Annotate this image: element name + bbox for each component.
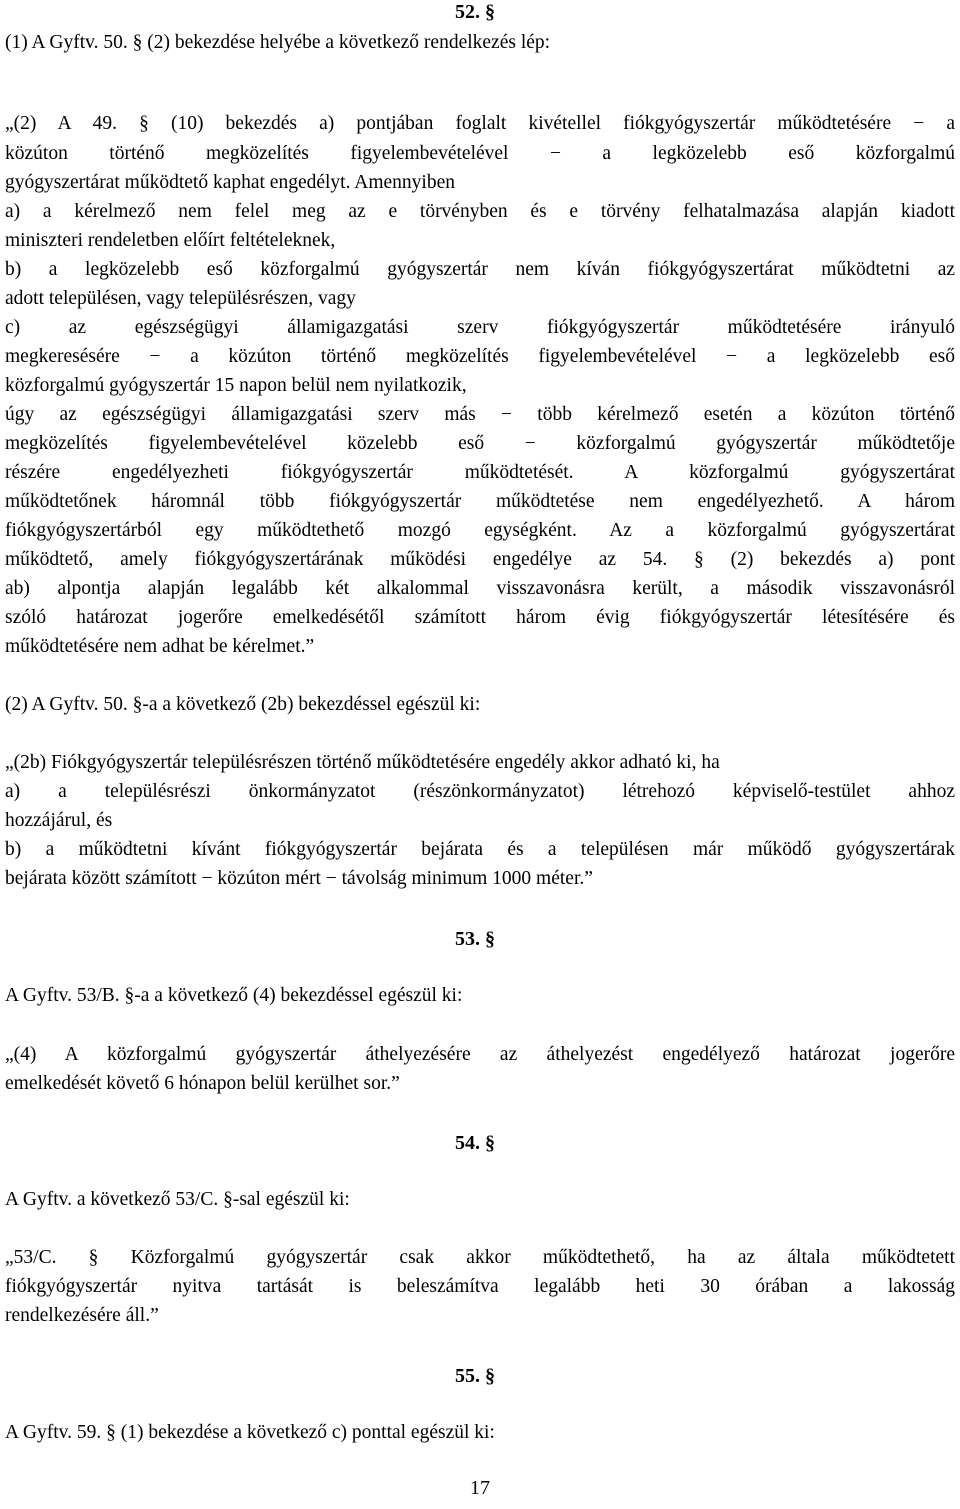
text-line: működtetésére nem adhat be kérelmet.” (5, 636, 315, 657)
text-line: c) az egészségügyi államigazgatási szerv fiókgyógyszertár működtetésére irányuló (5, 317, 955, 338)
section-heading-53: 53. § (455, 928, 495, 950)
text-line: bejárata között számított − közúton mért − távolság minimum 1000 méter.” (5, 868, 593, 889)
page-number: 17 (470, 1477, 490, 1499)
text-line: gyógyszertárat működtető kaphat engedélyt. Amennyiben (5, 172, 455, 193)
text-line: adott településen, vagy településrészen, vagy (5, 288, 356, 309)
text-line: emelkedését követő 6 hónapon belül kerülhet sor.” (5, 1073, 400, 1094)
text-line: részére engedélyezheti fiókgyógyszertár működtetését. A közforgalmú gyógyszertárat (5, 462, 955, 483)
section-heading-55: 55. § (455, 1365, 495, 1387)
text-line: szóló határozat jogerőre emelkedésétől számított három évig fiókgyógyszertár létesítésére és (5, 607, 955, 628)
text-line: rendelkezésére áll.” (5, 1305, 159, 1326)
text-line: a) a településrészi önkormányzatot (részönkormányzatot) létrehozó képviselő-testület ahhoz (5, 781, 955, 802)
text-line: ab) alpontja alapján legalább két alkalommal visszavonásra került, a második visszavonásról (5, 578, 955, 599)
section-heading-52: 52. § (455, 1, 495, 23)
text-line: „(2b) Fiókgyógyszertár településrészen történő működtetésére engedély akkor adható ki, ha (5, 752, 720, 773)
text-line: hozzájárul, és (5, 810, 113, 831)
text-line: fiókgyógyszertár nyitva tartását is beleszámítva legalább heti 30 órában a lakosság (5, 1276, 955, 1297)
text-line: fiókgyógyszertárból egy működtethető mozgó egységként. Az a közforgalmú gyógyszertárat (5, 520, 955, 541)
text-line: „(2) A 49. § (10) bekezdés a) pontjában foglalt kivétellel fiókgyógyszertár működtetésére − a (5, 113, 955, 134)
text-line: közúton történő megközelítés figyelembevételével − a legközelebb eső közforgalmú (5, 143, 955, 164)
text-line: megkeresésére − a közúton történő megközelítés figyelembevételével − a legközelebb eső (5, 346, 955, 367)
text-line: (2) A Gyftv. 50. §-a a következő (2b) bekezdéssel egészül ki: (5, 694, 481, 715)
text-line: A Gyftv. 53/B. §-a a következő (4) bekezdéssel egészül ki: (5, 985, 463, 1006)
text-line: megközelítés figyelembevételével közelebb eső − közforgalmú gyógyszertár működtetője (5, 433, 955, 454)
text-line: (1) A Gyftv. 50. § (2) bekezdése helyébe a következő rendelkezés lép: (5, 32, 551, 53)
text-line: „(4) A közforgalmú gyógyszertár áthelyezésére az áthelyezést engedélyező határozat jogerőre (5, 1044, 955, 1065)
text-line: A Gyftv. a következő 53/C. §-sal egészül ki: (5, 1189, 350, 1210)
text-line: működtető, amely fiókgyógyszertárának működési engedélye az 54. § (2) bekezdés a) pont (5, 549, 955, 570)
text-line: a) a kérelmező nem felel meg az e törvényben és e törvény felhatalmazása alapján kiadott (5, 201, 955, 222)
text-line: miniszteri rendeletben előírt feltételeknek, (5, 230, 336, 251)
text-line: b) a működtetni kívánt fiókgyógyszertár bejárata és a településen már működő gyógyszertárak (5, 839, 955, 860)
section-heading-54: 54. § (455, 1132, 495, 1154)
text-line: közforgalmú gyógyszertár 15 napon belül nem nyilatkozik, (5, 375, 467, 396)
text-line: „53/C. § Közforgalmú gyógyszertár csak akkor működtethető, ha az általa működtetett (5, 1247, 955, 1268)
text-line: A Gyftv. 59. § (1) bekezdése a következő c) ponttal egészül ki: (5, 1422, 495, 1443)
text-line: úgy az egészségügyi államigazgatási szerv más − több kérelmező esetén a közúton történő (5, 404, 955, 425)
text-line: működtetőnek háromnál több fiókgyógyszertár működtetése nem engedélyezhető. A három (5, 491, 955, 512)
text-line: b) a legközelebb eső közforgalmú gyógyszertár nem kíván fiókgyógyszertárat működtetni az (5, 259, 955, 280)
